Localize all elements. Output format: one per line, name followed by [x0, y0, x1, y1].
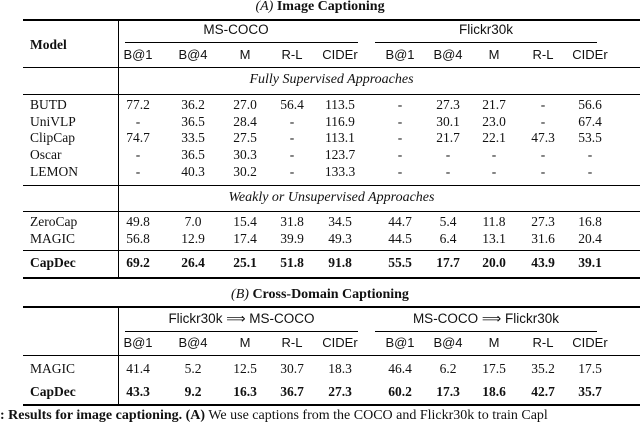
- table-cell: 11.8: [482, 214, 506, 229]
- table-cell: 40.3: [181, 163, 205, 179]
- table-cell: 56.4: [280, 97, 304, 112]
- table-cell: 34.5: [328, 214, 352, 229]
- header-rule: [23, 67, 640, 68]
- caption-tag: (A): [185, 408, 206, 423]
- table-cell: 41.4: [126, 361, 150, 376]
- table-cell: 113.5: [325, 97, 355, 112]
- table-cell: 49.3: [328, 231, 352, 246]
- table-b-vline: [118, 307, 119, 404]
- model-name: UniVLP: [30, 113, 76, 129]
- metric-header-m: M: [239, 47, 251, 62]
- metric-header-b1: B@1: [385, 47, 415, 62]
- metric-header-cider: CIDEr: [322, 335, 358, 350]
- table-cell: 56.6: [578, 97, 602, 112]
- group-ms-coco: MS-COCO: [203, 22, 269, 37]
- table-cell: 28.4: [233, 113, 257, 129]
- table-cell: 21.7: [436, 130, 460, 146]
- caption-text: We use captions from the COCO and Flickr30k to train Capl: [208, 408, 548, 423]
- table-a-title: [0, 0, 640, 15]
- table-cell: -: [289, 147, 295, 163]
- table-cell: 116.9: [325, 113, 355, 129]
- table-cell: -: [397, 147, 403, 163]
- table-b-bottom-rule: [23, 404, 640, 406]
- table-b-header-rule: [23, 355, 640, 356]
- table-cell: -: [289, 130, 295, 146]
- metric-header-rl: R-L: [281, 335, 303, 350]
- table-cell: 69.2: [126, 255, 150, 270]
- table-cell: -: [289, 113, 295, 129]
- table-cell: 30.7: [280, 361, 304, 376]
- section-rule-3: [23, 211, 640, 212]
- table-cell: -: [540, 97, 546, 112]
- table-b-top-rule: [23, 306, 640, 308]
- table-cell: 44.7: [388, 214, 412, 229]
- table-cell: 30.1: [436, 113, 460, 129]
- table-cell: -: [135, 113, 141, 129]
- table-cell: -: [587, 163, 593, 179]
- table-cell: -: [540, 113, 546, 129]
- table-cell: 30.2: [233, 163, 257, 179]
- table-cell: 133.3: [324, 163, 356, 179]
- table-cell: 5.4: [439, 214, 457, 229]
- table-cell: 123.7: [324, 147, 356, 163]
- table-cell: 20.4: [578, 231, 602, 246]
- table-cell: 15.4: [233, 214, 257, 229]
- table-cell: 113.1: [325, 130, 355, 146]
- metric-header-cider: CIDEr: [572, 47, 608, 62]
- table-cell: -: [540, 147, 546, 163]
- table-cell: 20.0: [482, 255, 506, 270]
- table-cell: -: [445, 163, 451, 179]
- model-name: ClipCap: [30, 130, 76, 146]
- table-cell: 33.5: [181, 130, 205, 146]
- table-cell: 35.7: [578, 384, 602, 399]
- table-cell: -: [135, 147, 141, 163]
- metric-header-m: M: [488, 47, 500, 62]
- table-cell: -: [397, 113, 403, 129]
- table-cell: -: [445, 147, 451, 163]
- table-cell: 17.5: [578, 361, 602, 376]
- table-cell: 21.7: [482, 97, 506, 112]
- metric-header-b1: B@1: [123, 335, 153, 350]
- table-cell: 16.3: [233, 384, 257, 399]
- table-cell: 17.4: [233, 231, 257, 246]
- table-a-vline: [118, 20, 119, 277]
- table-cell: 9.2: [184, 384, 202, 399]
- table-cell: 47.3: [531, 130, 555, 146]
- table-cell: -: [289, 163, 295, 179]
- table-cell: 26.4: [181, 255, 205, 270]
- table-cell: 74.7: [126, 130, 150, 146]
- metric-header-cider: CIDEr: [572, 335, 608, 350]
- section-rule-2: [23, 185, 640, 186]
- table-cell: 27.3: [328, 384, 352, 399]
- table-b-title-tag: (B): [231, 287, 249, 302]
- table-cell: -: [491, 163, 497, 179]
- b-group-rule-1: [125, 331, 358, 332]
- table-cell: 6.4: [439, 231, 457, 246]
- table-cell: -: [587, 147, 593, 163]
- table-cell: 67.4: [578, 113, 602, 129]
- metric-header-b1: B@1: [123, 47, 153, 62]
- metric-header-rl: R-L: [532, 335, 554, 350]
- table-cell: 42.7: [531, 384, 555, 399]
- table-cell: 31.8: [280, 214, 304, 229]
- table-cell: 27.3: [531, 214, 555, 229]
- table-cell: 51.8: [280, 255, 304, 270]
- group-rule-2: [375, 42, 597, 43]
- metric-header-m: M: [239, 335, 251, 350]
- table-cell: 25.1: [233, 255, 257, 270]
- table-cell: 17.7: [436, 255, 460, 270]
- table-cell: 17.5: [482, 361, 506, 376]
- model-name: MAGIC: [30, 361, 76, 376]
- table-cell: -: [397, 130, 403, 146]
- model-name: BUTD: [30, 97, 67, 112]
- table-b-title: [0, 287, 640, 303]
- figure-caption: [0, 408, 548, 424]
- table-cell: 43.9: [531, 255, 555, 270]
- table-a-title-tag: (A): [255, 0, 274, 14]
- table-cell: 30.3: [233, 147, 257, 163]
- table-cell: 12.9: [181, 231, 205, 246]
- table-cell: -: [540, 163, 546, 179]
- model-name: LEMON: [30, 163, 78, 179]
- final-rule-top: [23, 250, 640, 251]
- table-cell: 60.2: [388, 384, 412, 399]
- group-flickr30k: Flickr30k: [458, 22, 513, 37]
- caption-lead: : Results for image captioning.: [0, 408, 183, 423]
- metric-header-cider: CIDEr: [322, 47, 358, 62]
- metric-header-b1: B@1: [385, 335, 415, 350]
- section-rule-1: [23, 94, 640, 95]
- table-cell: 5.2: [184, 361, 202, 376]
- table-a-title-text: Image Captioning: [276, 0, 385, 14]
- table-cell: -: [397, 163, 403, 179]
- table-cell: 55.5: [388, 255, 412, 270]
- table-cell: 13.1: [482, 231, 506, 246]
- b-group-rule-2: [375, 331, 597, 332]
- table-cell: 22.1: [482, 130, 506, 146]
- table-cell: 56.8: [126, 231, 150, 246]
- metric-header-b4: B@4: [178, 47, 208, 62]
- model-name: ZeroCap: [30, 214, 78, 229]
- table-cell: -: [491, 147, 497, 163]
- table-a-bottom-rule: [23, 277, 640, 279]
- table-cell: 91.8: [328, 255, 352, 270]
- table-cell: -: [397, 97, 403, 112]
- model-header: Model: [30, 37, 67, 52]
- group-rule-1: [125, 42, 358, 43]
- metric-header-rl: R-L: [281, 47, 303, 62]
- table-cell: 36.5: [181, 147, 205, 163]
- table-cell: 49.8: [126, 214, 150, 229]
- metric-header-b4: B@4: [433, 335, 463, 350]
- table-cell: 36.5: [181, 113, 205, 129]
- table-b-title-text: Cross-Domain Captioning: [252, 287, 409, 302]
- table-cell: -: [135, 163, 141, 179]
- metric-header-b4: B@4: [178, 335, 208, 350]
- section-fully-supervised: Fully Supervised Approaches: [249, 72, 414, 87]
- metric-header-rl: R-L: [532, 47, 554, 62]
- table-cell: 27.5: [233, 130, 257, 146]
- table-cell: 18.6: [482, 384, 506, 399]
- table-cell: 23.0: [482, 113, 506, 129]
- table-cell: 27.3: [436, 97, 460, 112]
- model-name: MAGIC: [30, 231, 76, 246]
- table-cell: 36.7: [280, 384, 304, 399]
- group-coco-to-flickr: MS-COCO ⟹ Flickr30k: [412, 311, 560, 326]
- table-cell: 16.8: [578, 214, 602, 229]
- table-cell: 12.5: [233, 361, 257, 376]
- table-cell: 39.1: [578, 255, 602, 270]
- top-rule: [23, 19, 640, 21]
- model-name: CapDec: [30, 255, 76, 270]
- model-name: CapDec: [30, 384, 76, 399]
- table-cell: 44.5: [388, 231, 412, 246]
- section-weakly-unsupervised: Weakly or Unsupervised Approaches: [228, 190, 435, 205]
- group-flickr-to-coco: Flickr30k ⟹ MS-COCO: [168, 311, 315, 326]
- model-name: Oscar: [30, 147, 62, 163]
- table-cell: 77.2: [126, 97, 150, 112]
- table-cell: 31.6: [531, 231, 555, 246]
- table-cell: 35.2: [531, 361, 555, 376]
- metric-header-m: M: [488, 335, 500, 350]
- table-cell: 36.2: [181, 97, 205, 112]
- table-cell: 46.4: [388, 361, 412, 376]
- table-cell: 43.3: [126, 384, 150, 399]
- table-cell: 39.9: [280, 231, 304, 246]
- table-cell: 6.2: [439, 361, 457, 376]
- metric-header-b4: B@4: [433, 47, 463, 62]
- table-cell: 27.0: [233, 97, 257, 112]
- table-cell: 53.5: [578, 130, 602, 146]
- table-cell: 17.3: [436, 384, 460, 399]
- table-cell: 18.3: [328, 361, 352, 376]
- table-cell: 7.0: [184, 214, 202, 229]
